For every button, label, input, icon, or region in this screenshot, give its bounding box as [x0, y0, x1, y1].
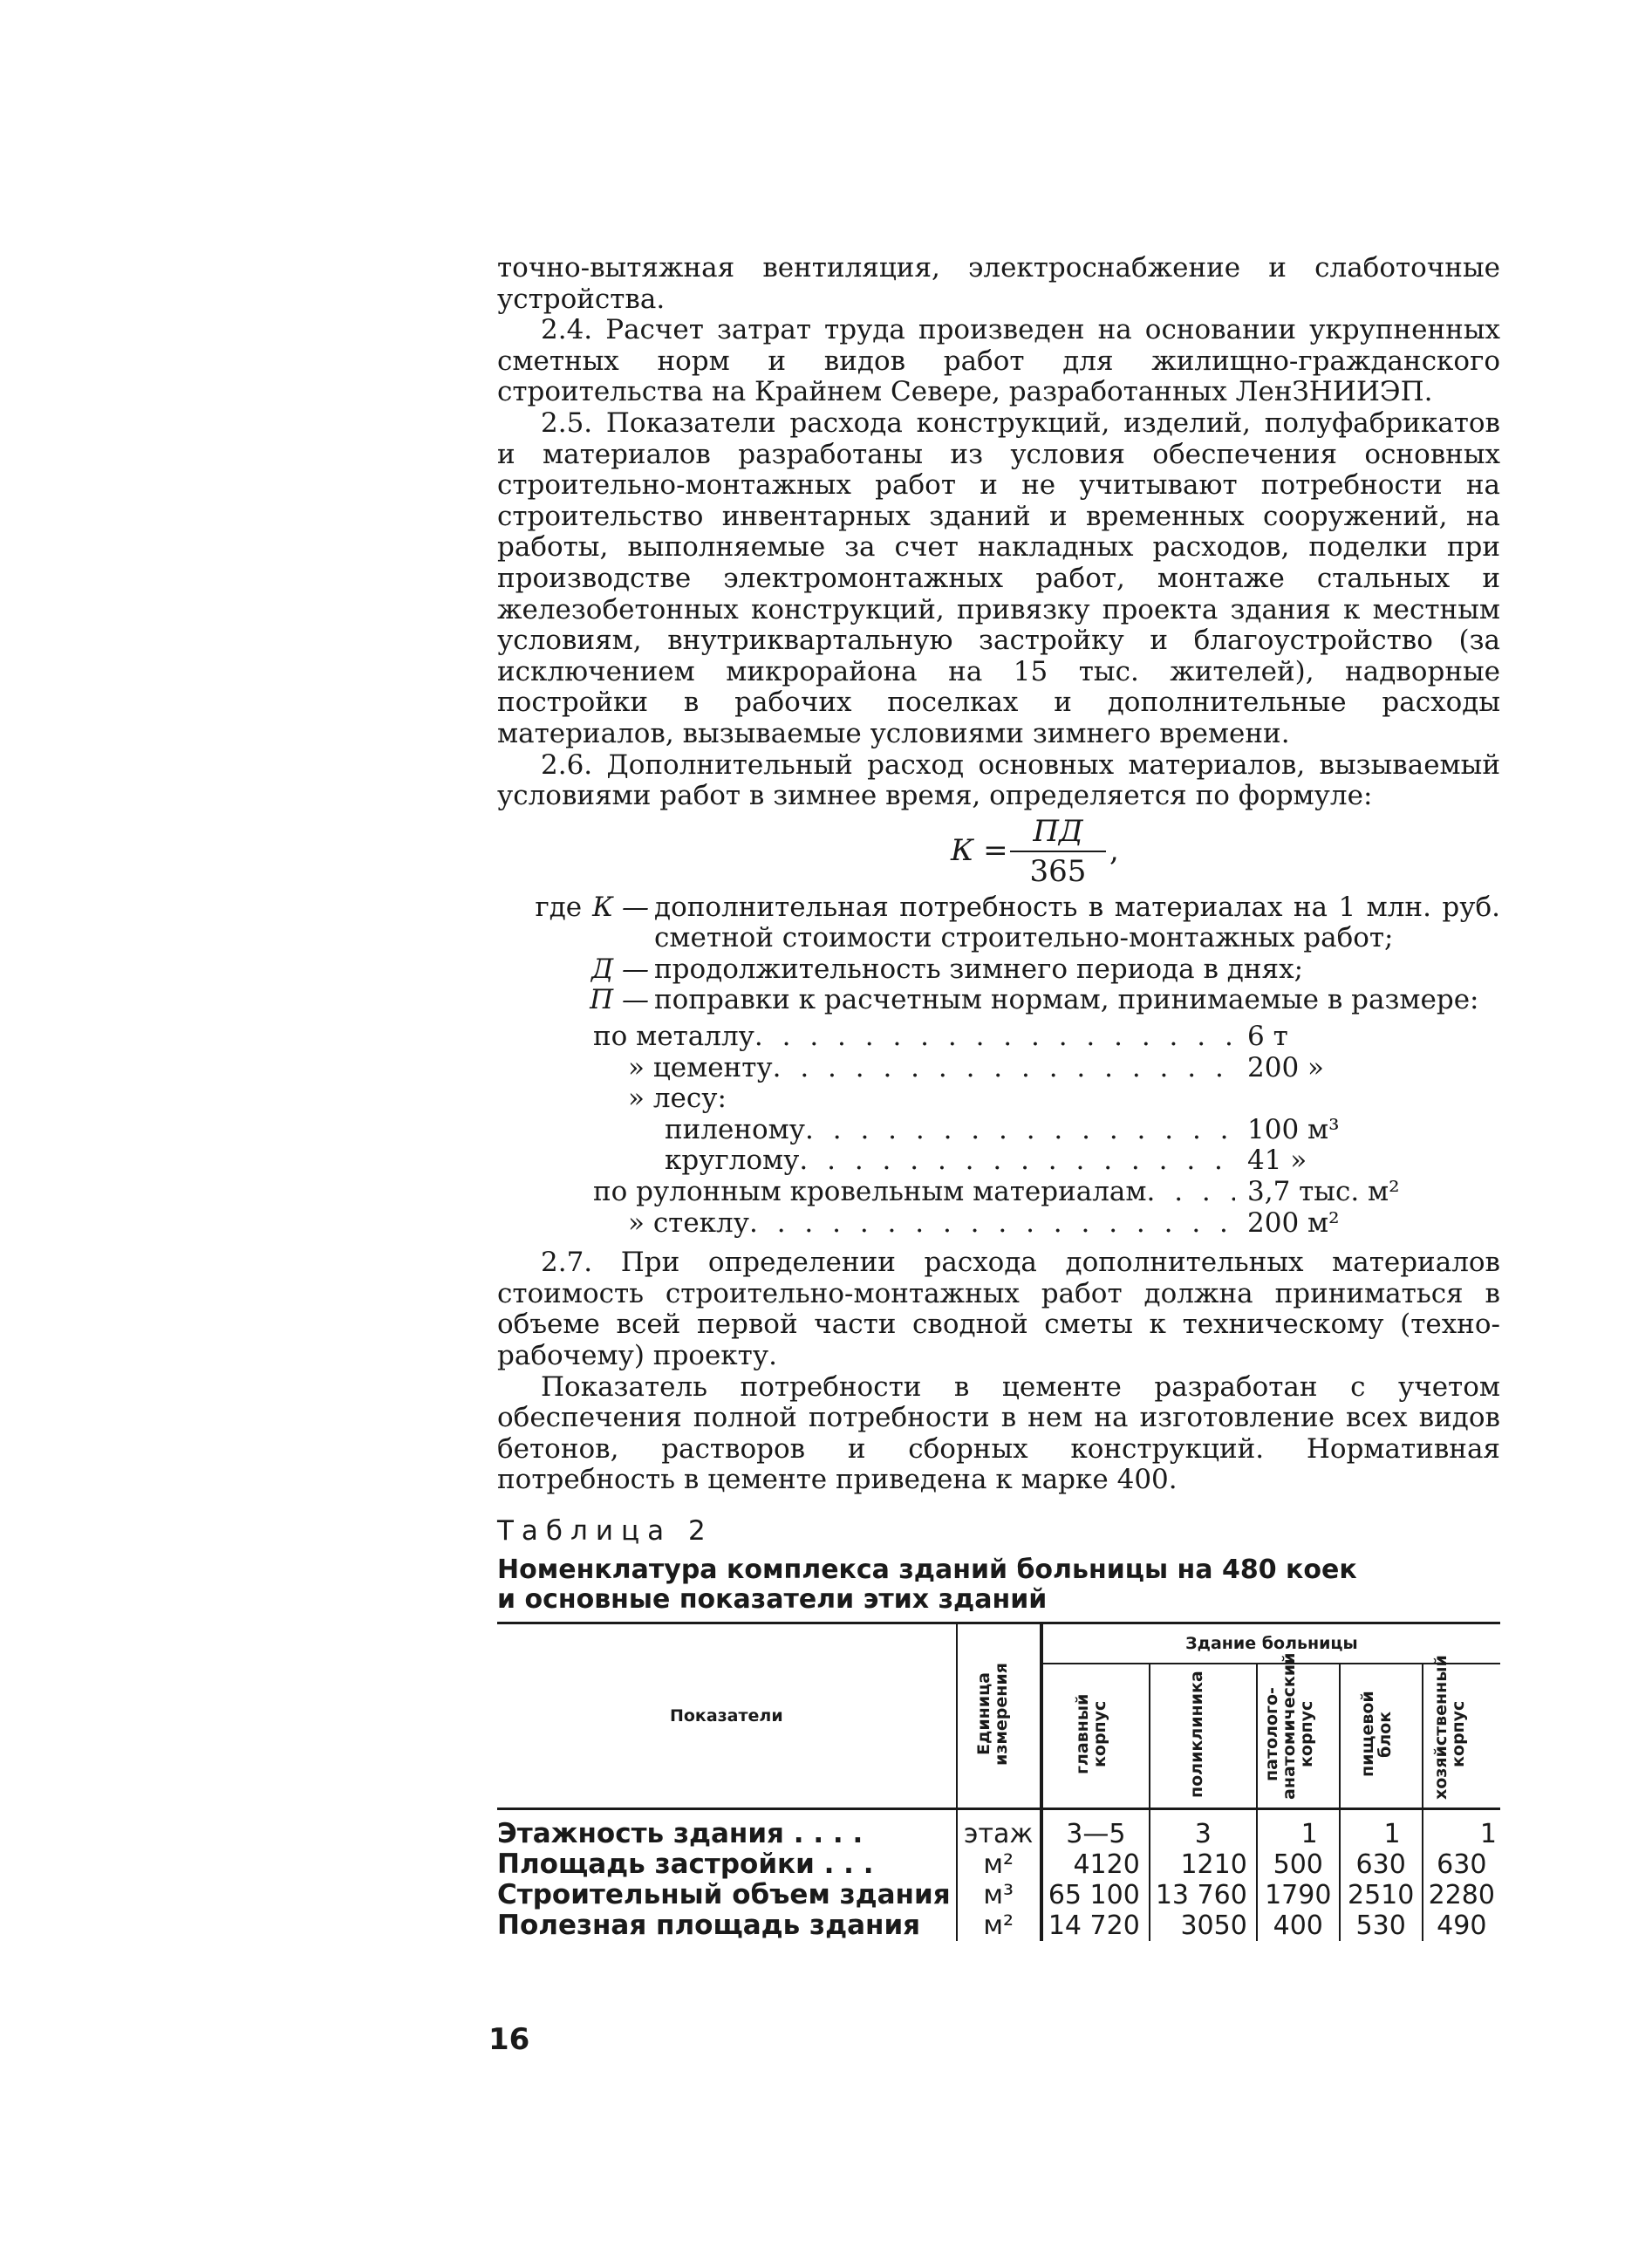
norm-row [593, 1177, 1413, 1208]
where-word: где [535, 891, 583, 923]
norm-value: 200 » [1247, 1051, 1324, 1083]
header-building-text: патолого-анатомический корпус [1262, 1652, 1317, 1800]
row-value: 490 [1423, 1910, 1500, 1941]
row-value: 400 [1257, 1910, 1340, 1941]
header-building [1257, 1652, 1340, 1809]
norm-value: 41 » [1247, 1145, 1307, 1177]
norm-row [593, 1208, 1413, 1240]
row-value: 4120 [1041, 1849, 1150, 1880]
row-value: 1790 [1257, 1880, 1340, 1910]
row-value: 1 [1423, 1808, 1500, 1849]
header-building [1340, 1664, 1423, 1809]
norm-row [593, 1053, 1413, 1084]
norms-list [593, 1022, 1413, 1239]
header-unit [957, 1623, 1041, 1808]
table-row [497, 1880, 1500, 1910]
norm-label: пиленому [665, 1113, 806, 1145]
hospital-table [497, 1622, 1500, 1941]
row-value: 3—5 [1041, 1808, 1150, 1849]
table-row [497, 1910, 1500, 1941]
row-value: 630 [1423, 1849, 1500, 1880]
definition-symbol: К — [592, 891, 649, 923]
header-building-text: главный корпус [1073, 1693, 1110, 1775]
table-title [497, 1555, 1500, 1615]
table-row [497, 1808, 1500, 1849]
norm-value: 100 м³ [1247, 1113, 1340, 1145]
row-value: 2510 [1340, 1880, 1423, 1910]
table-title-line: и основные показатели этих зданий [497, 1583, 1048, 1615]
norm-label: по металлу [593, 1021, 754, 1053]
definition-symbol: Д — [590, 953, 649, 985]
row-value: 1 [1340, 1808, 1423, 1849]
table-title-line: Номенклатура комплекса зданий больницы на 480 коек [497, 1554, 1357, 1585]
row-value: 13 760 [1150, 1880, 1257, 1910]
table-label: Таблица 2 [497, 1514, 713, 1547]
row-unit: м² [957, 1910, 1041, 1941]
row-unit: м² [957, 1849, 1041, 1880]
paragraph-2-5: 2.5. Показатели расхода конструкций, изделий, полуфабрикатов и материалов разработаны из условия обеспечения основных строительно-монтажных работ и не учитывают потребности на строительство инвентарных зданий и временных сооружений, на работы, выполняемые за счет накладных расходов, поделки при производстве электромонтажных работ, монтаже стальных и железобетонных конструкций, привязку проекта здания к местным условиям, внутриквартальную застройку и благоустройство (за исключением микрорайона на 15 тыс. жителей), надворные постройки в рабочих поселках и дополнительные расходы материалов, вызываемые условиями зимнего времени. [497, 407, 1500, 749]
norm-label: круглому [665, 1145, 800, 1177]
definition-text: дополнительная потребность в материалах на 1 млн. руб. сметной стоимости строительно-монтажных работ; [654, 891, 1500, 954]
header-unit-text: Единица измерения [973, 1663, 1011, 1766]
header-building [1150, 1664, 1257, 1809]
norm-label: » лесу: [628, 1083, 727, 1115]
norm-row [593, 1083, 1413, 1115]
formula-fraction [1010, 814, 1106, 889]
definition-symbol: П — [590, 984, 649, 1016]
winter-formula [497, 814, 1500, 889]
row-value: 3 [1150, 1808, 1257, 1849]
norm-value: 200 м² [1247, 1206, 1340, 1239]
definition-row [497, 954, 1500, 986]
row-value: 1 [1257, 1808, 1340, 1849]
row-name: Этажность здания . . . . [497, 1817, 864, 1849]
row-value: 14 720 [1041, 1910, 1150, 1941]
header-building [1423, 1655, 1500, 1809]
norm-label: по рулонным кровельным материалам [593, 1176, 1147, 1208]
definition-text: поправки к расчетным нормам, принимаемые в размере: [654, 984, 1479, 1016]
paragraph-cement: Показатель потребности в цементе разработан с учетом обеспечения полной потребности в нем на изготовление всех видов бетонов, растворов и сборных конструкций. Нормативная потребность в цементе приведена к марке 400. [497, 1370, 1500, 1496]
row-name: Полезная площадь здания [497, 1909, 921, 1941]
formula-denominator: 365 [1029, 853, 1087, 889]
paragraph-continuation: точно-вытяжная вентиляция, электроснабжение и слаботочные устройства. [497, 252, 1500, 315]
header-indicator: Показатели [497, 1623, 957, 1808]
row-value: 1210 [1150, 1849, 1257, 1880]
norm-label: » цементу [628, 1051, 773, 1083]
page-content [497, 253, 1500, 1941]
row-value: 530 [1340, 1910, 1423, 1941]
norm-row [593, 1022, 1413, 1053]
row-value: 2280 [1423, 1880, 1500, 1910]
formula-definitions [497, 892, 1500, 1016]
row-name: Площадь застройки . . . [497, 1848, 874, 1880]
row-value: 3050 [1150, 1910, 1257, 1941]
paragraph-2-4: 2.4. Расчет затрат труда произведен на основании укрупненных сметных норм и видов работ для жилищно-гражданского строительства на Крайнем Севере, разработанных ЛенЗНИИЭП. [497, 314, 1500, 408]
norm-label: » стеклу [628, 1206, 749, 1239]
header-group: Здание больницы [1041, 1623, 1500, 1664]
row-unit: этаж [957, 1808, 1041, 1849]
formula-numerator: ПД [1010, 814, 1106, 852]
row-value: 65 100 [1041, 1880, 1150, 1910]
paragraph-2-7: 2.7. При определении расхода дополнительных материалов стоимость строительно-монтажных работ должна приниматься в объеме всей первой части сводной сметы к техническому (техно-рабочему) проекту. [497, 1247, 1500, 1371]
definition-text: продолжительность зимнего периода в днях; [654, 953, 1304, 985]
header-building [1041, 1664, 1150, 1809]
page-number: 16 [488, 2022, 530, 2057]
row-value: 630 [1340, 1849, 1423, 1880]
paragraph-2-6: 2.6. Дополнительный расход основных материалов, вызываемый условиями работ в зимнее время, определяется по формуле: [497, 748, 1500, 812]
definition-row [497, 892, 1500, 954]
formula-tail: , [1109, 832, 1119, 868]
row-unit: м³ [957, 1880, 1041, 1910]
formula-lhs: К = [951, 832, 1008, 868]
definition-row [497, 985, 1500, 1016]
norm-value: 3,7 тыс. м² [1247, 1176, 1400, 1208]
header-building-text: хозяйственный корпус [1430, 1655, 1468, 1800]
row-value: 500 [1257, 1849, 1340, 1880]
header-building-text: поликлиника [1187, 1671, 1207, 1798]
table-row [497, 1849, 1500, 1880]
norm-row [593, 1115, 1413, 1146]
header-building-text: пищевой блок [1358, 1691, 1396, 1778]
row-name: Строительный объем здания [497, 1878, 951, 1910]
norm-value: 6 т [1247, 1021, 1288, 1053]
norm-row [593, 1145, 1413, 1177]
